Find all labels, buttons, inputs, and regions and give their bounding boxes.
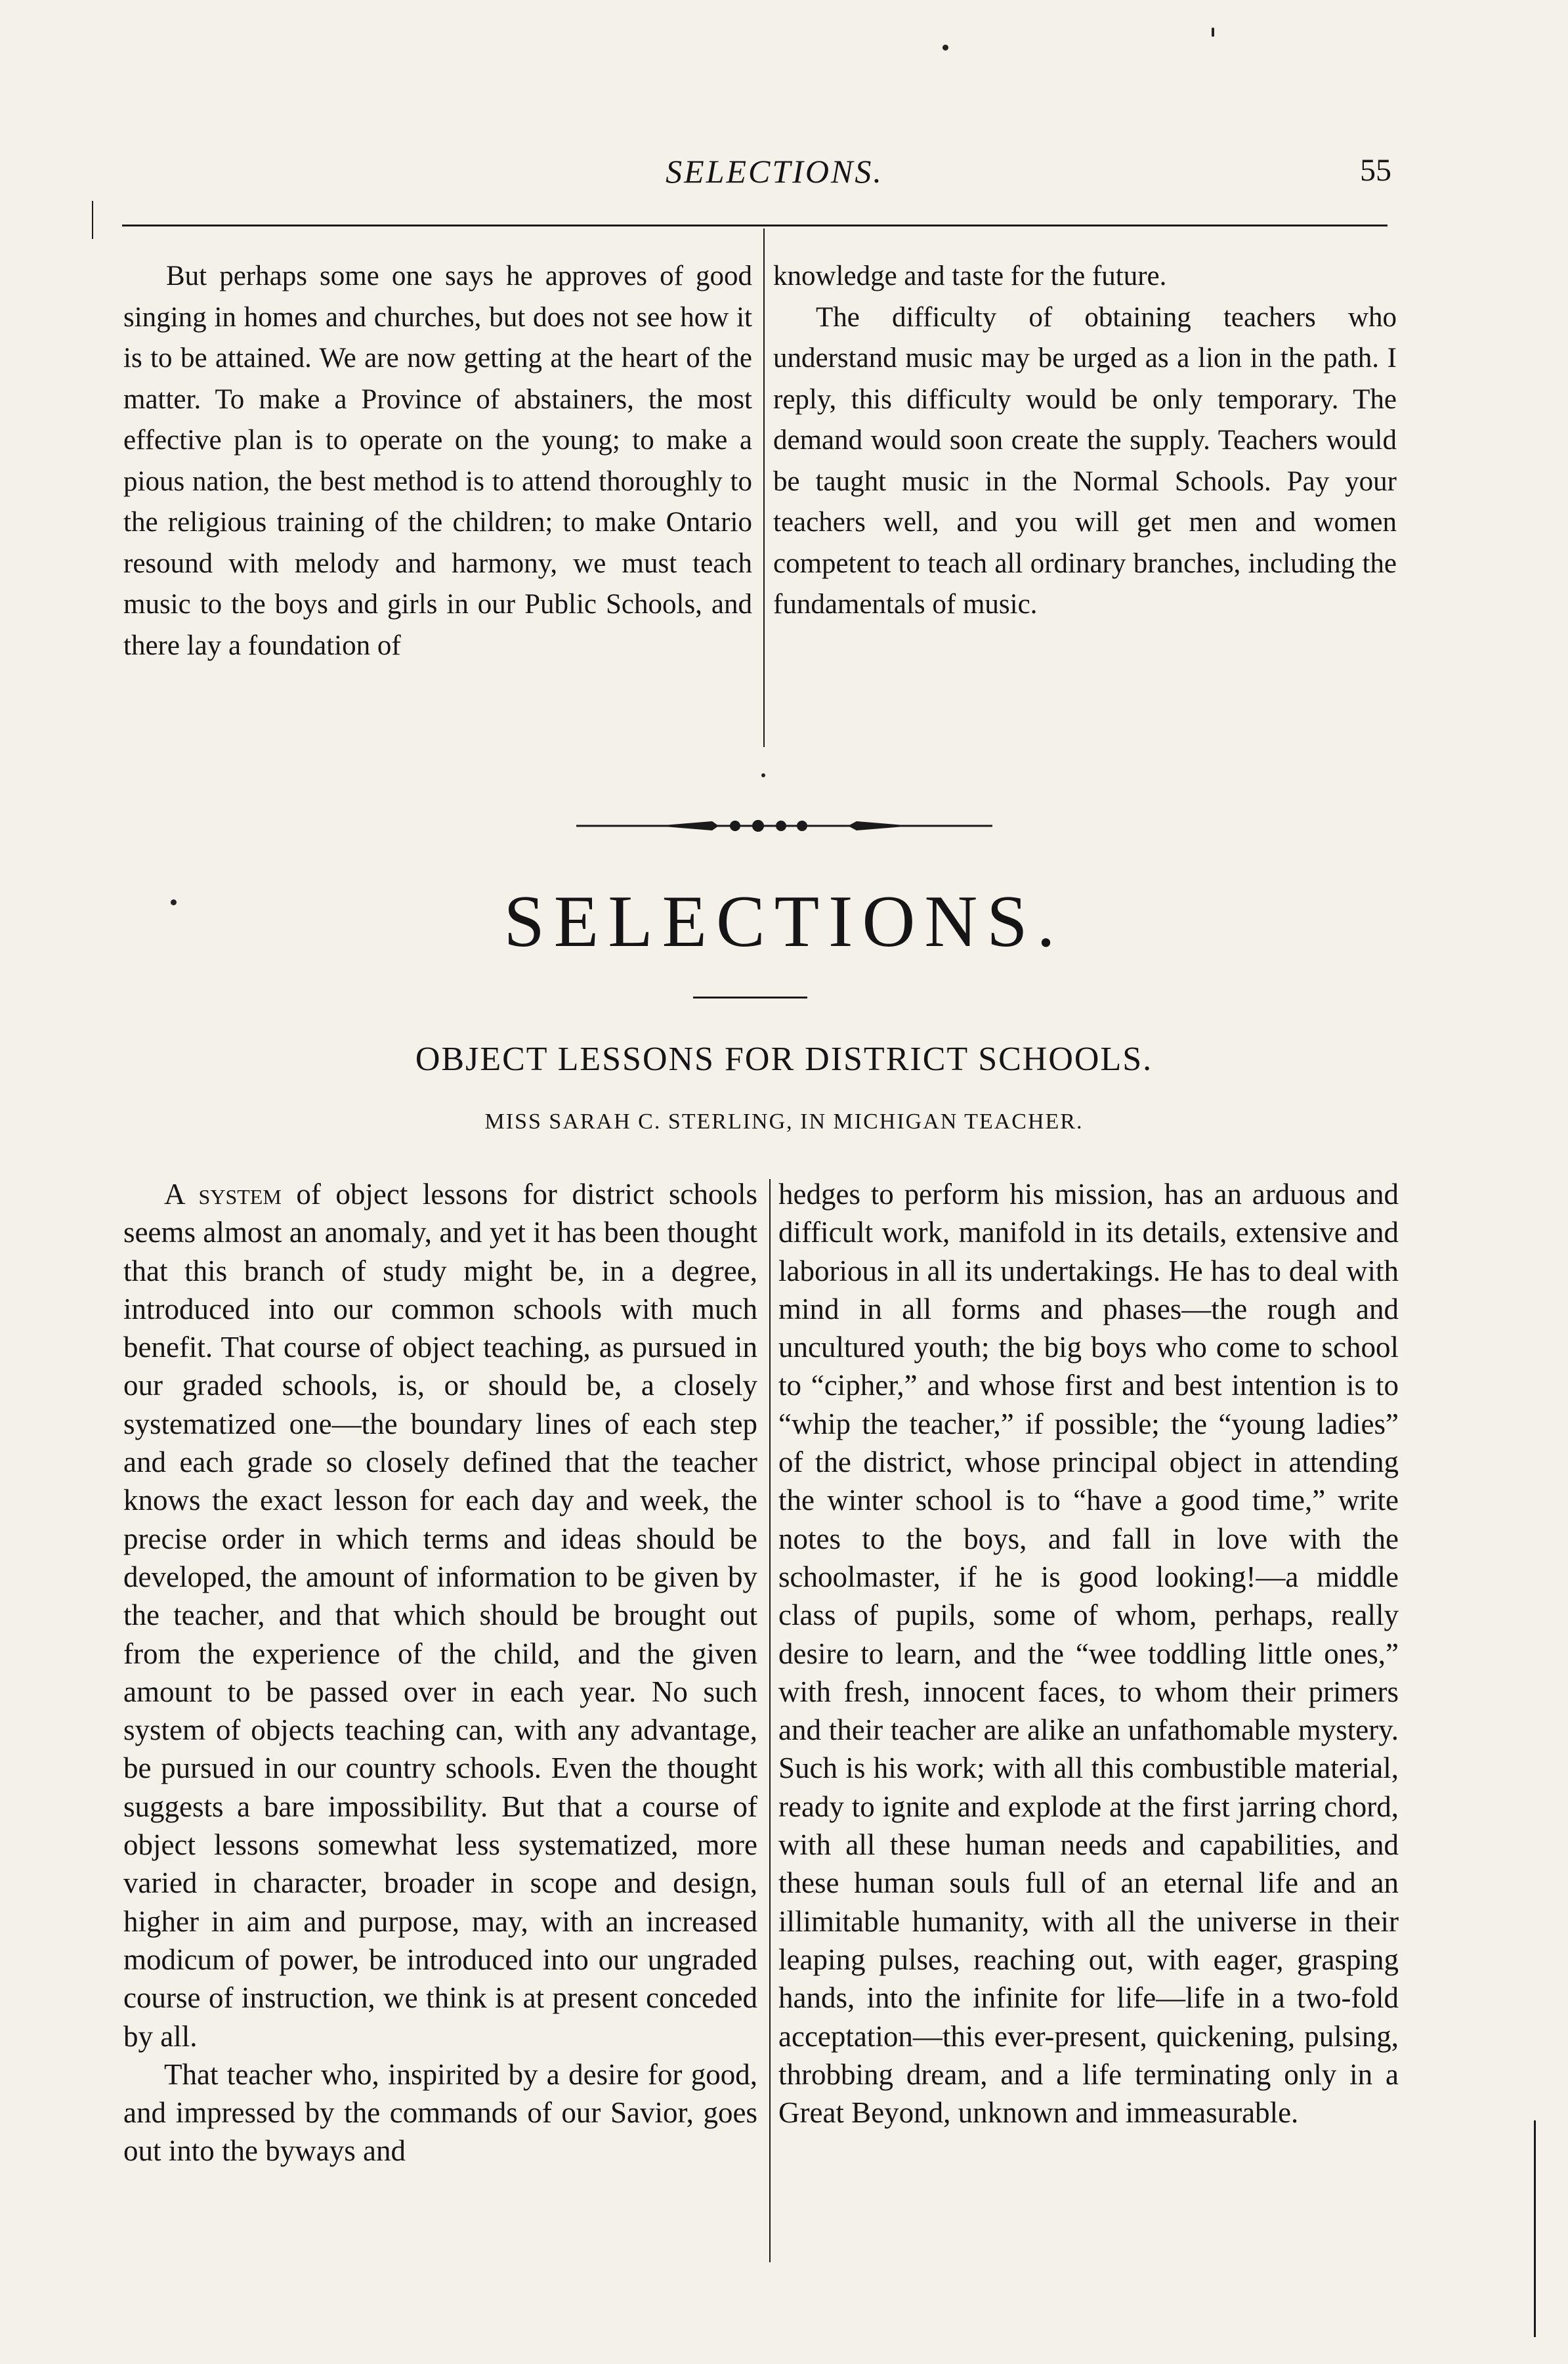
paragraph-1-text: of object lessons for district schools seems almost an anomaly, and yet it has been thought that this branch of study might be, in a degree, introduced into our common schools with much benefit. That course of object teaching, as pursued in our graded schools, is, or should be, a closely systematized one—the boundary lines of each step and each grade so closely defined that the teacher knows the exact lesson for each day and week, the precise order in which terms and ideas should be developed, the amount of information to be given by the teacher, and that which should be brought out from the experience of the child, and the given amount to be passed over in each year. No such system of objects teaching can, with any advantage, be pursued in our country schools. Even the thought suggests a bare impossibility. But that a course of object lessons somewhat less systematized, more varied in character, broader in scope and design, higher in aim and purpose, may, with an increased modicum of power, be introduced into our ungraded course of instruction, we think is at present conceded by all. bbox=[123, 1178, 757, 2053]
scan-speck bbox=[761, 773, 765, 777]
scan-speck bbox=[943, 45, 948, 51]
top-left-paragraph: But perhaps some one says he approves of good singing in homes and churches, but does not see how it is to be attained. We are now getting at the heart of the matter. To make a Province of abstainers, the most effective plan is to operate on the young; to make a pious nation, the best method is to attend thoroughly to the religious training of the children; to make Ontario resound with melody and harmony, we must teach music to the boys and girls in our Public Schools, and there lay a foundation of bbox=[123, 261, 752, 661]
running-head-title: SELECTIONS. bbox=[666, 153, 883, 190]
margin-mark bbox=[1534, 2120, 1536, 2337]
article-title: OBJECT LESSONS FOR DISTRICT SCHOOLS. bbox=[415, 1041, 1153, 1078]
scan-speck bbox=[1212, 28, 1214, 37]
section-heading: SELECTIONS. bbox=[503, 881, 1065, 962]
article-column-divider bbox=[769, 1179, 771, 2262]
top-right-paragraph-1: knowledge and taste for the future. bbox=[773, 261, 1167, 291]
scan-speck bbox=[171, 899, 177, 905]
article-right-column bbox=[778, 1175, 1399, 2132]
header-rule bbox=[122, 225, 1388, 226]
heading-short-rule bbox=[693, 997, 807, 999]
article-paragraph-1 bbox=[123, 1175, 757, 2055]
article-right-paragraph: hedges to perform his mission, has an arduous and difficult work, manifold in its details, extensive and laborious in all its undertakings. He has to deal with mind in all forms and phases—the rough and uncultured youth; the big boys who come to school to “cipher,” and whose first and best intention is to “whip the teacher,” if possible; the “young ladies” of the district, whose principal object in attending the winter school is to “have a good time,” write notes to the boys, and fall in love with the schoolmaster, if he is good looking!—a middle class of pupils, some of whom, perhaps, really desire to learn, and the “wee toddling little ones,” with fresh, innocent faces, to whom their primers and their teacher are alike an unfathomable mystery. Such is his work; with all this combustible material, ready to ignite and explode at the first jarring chord, with all these human needs and capabilities, and these human souls full of an eternal life and an illimitable humanity, with all the universe in their leaping pulses, reaching out, with eager, grasping hands, into the infinite for life—life in a two-fold acceptation—this ever-present, quickening, pulsing, throbbing dream, and a life terminating only in a Great Beyond, unknown and immeasurable. bbox=[778, 1178, 1399, 2130]
article-left-column bbox=[123, 1175, 757, 2170]
article-byline: MISS SARAH C. STERLING, IN MICHIGAN TEACHER. bbox=[484, 1109, 1084, 1134]
top-column-divider bbox=[763, 228, 765, 747]
top-right-paragraph-2: The difficulty of obtaining teachers who understand music may be urged as a lion in the path. I reply, this difficulty would be only temporary. The demand would soon create the supply. Teachers would be taught music in the Normal Schools. Pay your teachers well, and you will get men and women competent to teach all ordinary branches, including the fundamentals of music. bbox=[773, 301, 1397, 620]
top-left-column bbox=[123, 256, 752, 666]
paragraph-lead-words: A system bbox=[164, 1178, 282, 1211]
page-number: 55 bbox=[1360, 153, 1391, 188]
article-paragraph-2: That teacher who, inspirited by a desire for good, and impressed by the commands of our Savior, goes out into the byways and bbox=[123, 2057, 757, 2168]
margin-mark bbox=[92, 201, 93, 239]
running-head bbox=[158, 152, 1391, 198]
top-right-column bbox=[773, 256, 1397, 626]
ornamental-divider bbox=[0, 813, 1568, 839]
